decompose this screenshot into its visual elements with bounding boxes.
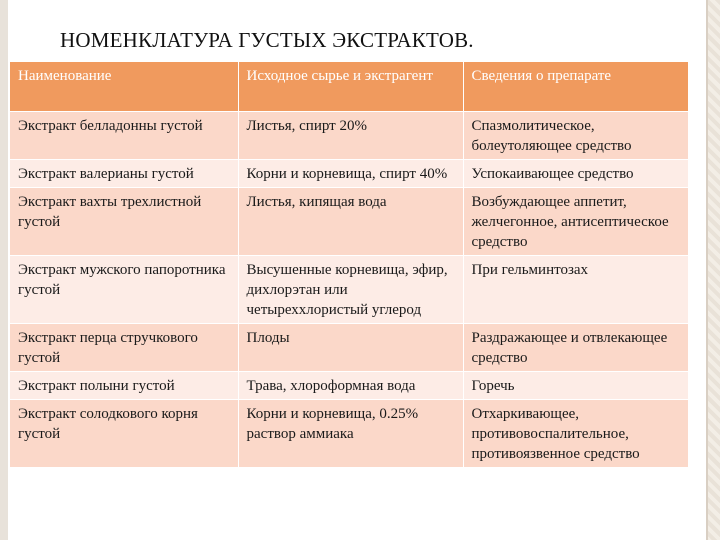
cell-name: Экстракт солодкового корня густой: [10, 400, 238, 468]
cell-name: Экстракт перца стручкового густой: [10, 324, 238, 372]
cell-raw-material: Листья, кипящая вода: [238, 188, 463, 256]
cell-raw-material: Корни и корневища, спирт 40%: [238, 160, 463, 188]
cell-info: Горечь: [463, 372, 688, 400]
cell-info: Раздражающее и отвлекающее средство: [463, 324, 688, 372]
cell-name: Экстракт полыни густой: [10, 372, 238, 400]
table-header-row: [10, 62, 688, 112]
table-row: [10, 372, 688, 400]
cell-name: Экстракт вахты трехлистной густой: [10, 188, 238, 256]
cell-info: Возбуждающее аппетит, желчегонное, антисептическое средство: [463, 188, 688, 256]
cell-raw-material: Трава, хлороформная вода: [238, 372, 463, 400]
table-row: [10, 256, 688, 324]
table-row: [10, 324, 688, 372]
table-row: [10, 188, 688, 256]
slide-left-border: [0, 0, 8, 540]
cell-info: Отхаркивающее, противовоспалительное, противоязвенное средство: [463, 400, 688, 468]
header-info: Сведения о препарате: [463, 62, 688, 112]
cell-raw-material: Корни и корневища, 0.25% раствор аммиака: [238, 400, 463, 468]
cell-name: Экстракт мужского папоротника густой: [10, 256, 238, 324]
cell-info: Успокаивающее средство: [463, 160, 688, 188]
cell-info: При гельминтозах: [463, 256, 688, 324]
table-row: [10, 160, 688, 188]
table-row: [10, 400, 688, 468]
cell-name: Экстракт валерианы густой: [10, 160, 238, 188]
slide-right-border: [706, 0, 720, 540]
header-name: Наименование: [10, 62, 238, 112]
header-raw-material: Исходное сырье и экстрагент: [238, 62, 463, 112]
cell-info: Спазмолитическое, болеутоляющее средство: [463, 112, 688, 160]
cell-raw-material: Листья, спирт 20%: [238, 112, 463, 160]
extracts-table: [10, 62, 688, 467]
slide-title: НОМЕНКЛАТУРА ГУСТЫХ ЭКСТРАКТОВ.: [60, 28, 474, 52]
cell-name: Экстракт белладонны густой: [10, 112, 238, 160]
cell-raw-material: Плоды: [238, 324, 463, 372]
table-row: [10, 112, 688, 160]
cell-raw-material: Высушенные корневища, эфир, дихлорэтан или четыреххлористый углерод: [238, 256, 463, 324]
